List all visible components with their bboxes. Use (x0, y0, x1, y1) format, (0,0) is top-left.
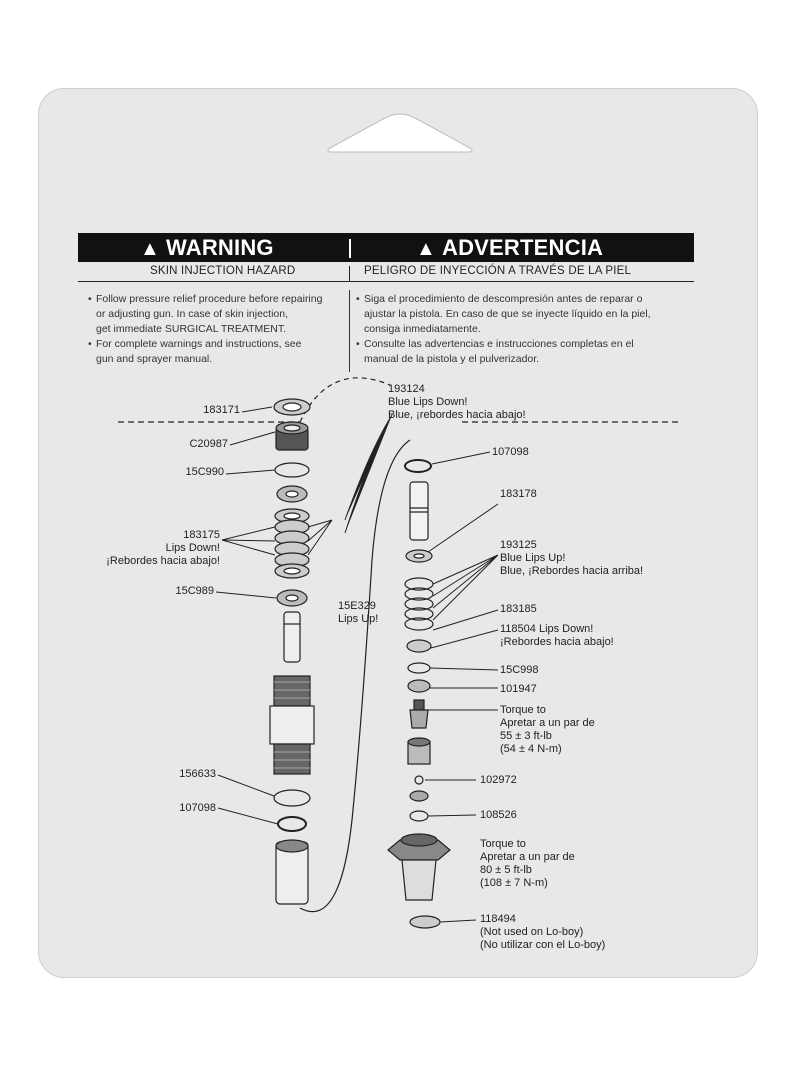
part-valve (408, 738, 430, 764)
part-183178 (410, 482, 428, 540)
hazard-es: PELIGRO DE INYECCIÓN A TRAVÉS DE LA PIEL (364, 265, 632, 277)
label-101947 (500, 683, 537, 696)
label-line: 107098 (179, 802, 216, 814)
part-108526 (410, 811, 428, 821)
label-line: (Not used on Lo-boy) (480, 926, 584, 938)
label-183185 (500, 603, 537, 616)
part-sleeve (276, 840, 308, 904)
label-line: 183178 (500, 488, 537, 500)
label-line: 15C998 (500, 664, 539, 676)
part-183185-stack (405, 578, 433, 630)
hazard-en: SKIN INJECTION HAZARD (150, 265, 296, 277)
part-107098R (405, 460, 431, 472)
label-183175 (92, 529, 220, 568)
warning-bullet-es-line: manual de la pistola y el pulverizador. (364, 353, 540, 365)
label-line: 15C990 (185, 466, 224, 478)
label-C20987 (120, 438, 228, 451)
label-118504 (500, 623, 614, 649)
label-line: 15C989 (175, 585, 214, 597)
part-15C989 (277, 590, 307, 606)
warning-bullet-es-line: • Consulte las advertencias e instrucciones completas en el (364, 338, 634, 350)
label-102972 (480, 774, 517, 787)
warning-bullet-en-line: get immediate SURGICAL TREATMENT. (96, 323, 287, 335)
label-line: 156633 (179, 768, 216, 780)
label-line: Blue Lips Down! (388, 396, 468, 408)
label-line: Blue, ¡Rebordes hacia arriba! (500, 565, 644, 577)
label-line: Blue, ¡rebordes hacia abajo! (388, 409, 526, 421)
advertencia-title-text: ADVERTENCIA (442, 235, 604, 260)
label-15C989 (110, 585, 214, 598)
part-seat (410, 700, 428, 728)
part-pin (284, 612, 300, 662)
part-107098L (278, 817, 306, 831)
label-15C998 (500, 664, 539, 677)
part-156633 (274, 790, 310, 806)
part-183171 (274, 399, 310, 415)
label-line: Blue Lips Up! (500, 552, 566, 564)
warning-bullet-en-line: • For complete warnings and instructions, see (96, 338, 302, 350)
warning-bullet-es-line: • Siga el procedimiento de descompresión antes de reparar o (364, 293, 643, 305)
label-193124 (388, 383, 526, 422)
label-line: Apretar a un par de (500, 717, 595, 729)
warning-bullet-es-line: ajustar la pistola. En caso de que se inyecte líquido en la piel, (364, 308, 651, 320)
warning-bullet-es-line: consiga inmediatamente. (364, 323, 481, 335)
dashed-arc (300, 378, 390, 422)
label-line: (No utilizar con el Lo-boy) (480, 939, 606, 951)
warning-bullet-en-line: or adjusting gun. In case of skin injection, (96, 308, 289, 320)
part-ball-seat (410, 791, 428, 801)
label-line: 55 ± 3 ft-lb (500, 730, 552, 742)
label-107098L (110, 802, 216, 815)
warning-bullet-en-line: • Follow pressure relief procedure before repairing (96, 293, 323, 305)
label-line: 118494 (480, 913, 516, 925)
label-line: ¡Rebordes hacia abajo! (500, 636, 614, 648)
warning-triangle-icon: ▲ (140, 238, 160, 260)
connector-curve (300, 440, 410, 912)
label-108526 (480, 809, 517, 822)
warning-bullet-en-line: gun and sprayer manual. (96, 353, 213, 365)
label-118494 (480, 913, 605, 952)
part-15C998 (408, 663, 430, 673)
part-183175-stack (275, 509, 309, 578)
label-line: 107098 (492, 446, 529, 458)
label-line: Torque to (500, 704, 546, 716)
part-C20987 (276, 422, 308, 450)
label-line: Lips Down! (165, 542, 220, 554)
warning-title-text: WARNING (166, 235, 274, 260)
label-line: 193125 (500, 539, 537, 551)
part-101947 (408, 680, 430, 692)
part-foot-valve (388, 834, 450, 900)
label-line: (108 ± 7 N-m) (480, 877, 548, 889)
label-line: ¡Rebordes hacia abajo! (106, 555, 220, 567)
label-line: 183185 (500, 603, 537, 615)
label-torque-55 (500, 704, 595, 756)
label-line: 80 ± 5 ft-lb (480, 864, 532, 876)
label-line: C20987 (189, 438, 228, 450)
part-15C990 (277, 486, 307, 502)
part-102972 (415, 776, 423, 784)
label-line: 118504 Lips Down! (500, 623, 594, 635)
label-line: 15E329 (338, 600, 376, 612)
label-line: (54 ± 4 N-m) (500, 743, 562, 755)
label-torque-80 (480, 838, 575, 890)
part-118494 (410, 916, 440, 928)
label-193125 (500, 539, 643, 578)
label-line: Apretar a un par de (480, 851, 575, 863)
label-156633 (110, 768, 216, 781)
label-line: 183171 (203, 404, 240, 416)
part-housing (270, 676, 314, 774)
label-line: 101947 (500, 683, 537, 695)
leader-lines (216, 407, 498, 922)
label-15C990 (120, 466, 224, 479)
part-15C990-oring (275, 463, 309, 477)
label-183171 (140, 404, 240, 417)
label-line: Torque to (480, 838, 526, 850)
label-line: 183175 (183, 529, 220, 541)
label-107098R (492, 446, 529, 459)
label-183178 (500, 488, 537, 501)
label-line: 193124 (388, 383, 425, 395)
label-line: 108526 (480, 809, 517, 821)
label-line: Lips Up! (338, 613, 379, 625)
part-118504 (407, 640, 431, 652)
warning-triangle-icon: ▲ (416, 238, 436, 260)
label-15E329 (338, 600, 378, 626)
label-line: 102972 (480, 774, 517, 786)
